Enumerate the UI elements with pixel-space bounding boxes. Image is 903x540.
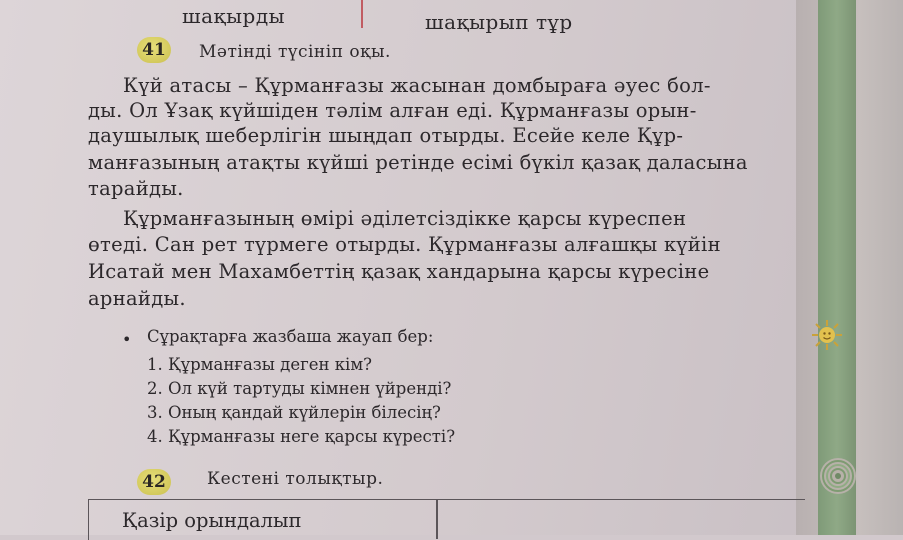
sun-icon	[810, 318, 844, 352]
paragraph-1-line: Күй атасы – Құрманғазы жасынан домбыраға әуес бол-	[123, 74, 711, 97]
spiral-icon	[818, 456, 858, 496]
exercise-42-badge: 42	[137, 469, 171, 495]
paragraph-2-line: Исатай мен Махамбеттің қазақ хандарына қарсы күресіне	[88, 260, 710, 283]
questions-intro: Сұрақтарға жазбаша жауап бер:	[147, 327, 434, 346]
question-item: 1. Құрманғазы деген кім?	[147, 355, 373, 374]
paragraph-1-line: тарайды.	[88, 177, 184, 200]
table-cell: Қазір орындалып	[122, 509, 302, 532]
top-left-word: шақырды	[182, 4, 286, 28]
question-item: 2. Ол күй тартуды кімнен үйренді?	[147, 379, 452, 398]
green-margin-band	[818, 0, 856, 535]
paragraph-1-line: даушылық шеберлігін шыңдап отырды. Есейе келе Құр-	[88, 124, 684, 147]
exercise-41-title: Мәтінді түсініп оқы.	[199, 42, 391, 62]
bullet-icon: •	[122, 330, 132, 349]
paragraph-1-line: ды. Ол Ұзақ күйшіден тәлім алған еді. Құрманғазы орын-	[88, 99, 697, 122]
top-right-word: шақырып тұр	[425, 10, 573, 34]
paragraph-2-line: Құрманғазының өмірі әділетсіздікке қарсы күреспен	[123, 207, 687, 230]
question-item: 3. Оның қандай күйлерін білесің?	[147, 403, 441, 422]
table-column-divider	[436, 499, 438, 539]
top-divider	[361, 0, 363, 28]
exercise-41-badge: 41	[137, 37, 171, 63]
paragraph-2-line: өтеді. Сан рет түрмеге отырды. Құрманғазы алғашқы күйін	[88, 233, 721, 256]
question-item: 4. Құрманғазы неге қарсы күресті?	[147, 427, 456, 446]
exercise-42-title: Кестені толықтыр.	[207, 469, 384, 489]
paragraph-2-line: арнайды.	[88, 287, 186, 310]
paragraph-1-line: манғазының атақты күйші ретінде есімі бүкіл қазақ даласына	[88, 151, 748, 174]
